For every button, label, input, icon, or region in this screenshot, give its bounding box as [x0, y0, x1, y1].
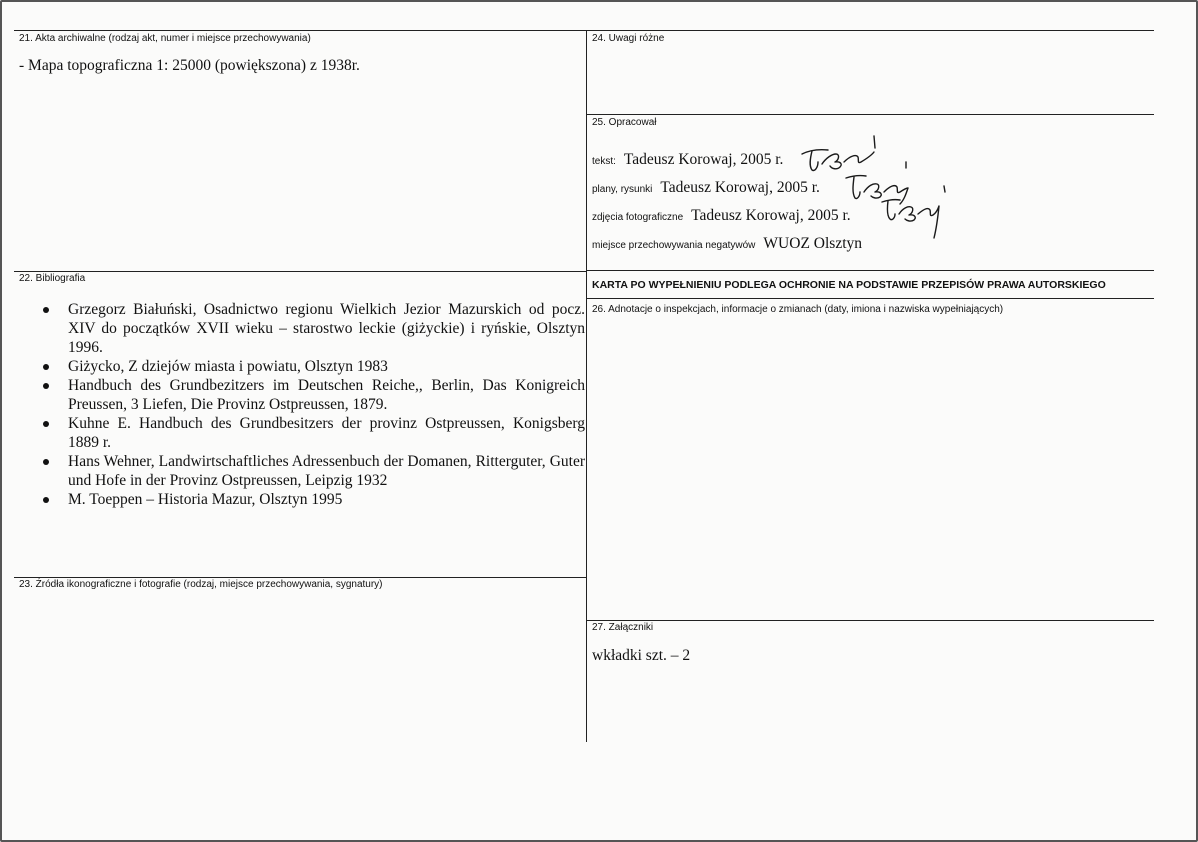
bibliography-item: Kuhne E. Handbuch des Grundbesitzers der provinz Ostpreussen, Konigsberg 1889 r.: [40, 414, 585, 452]
s27-content: wkładki szt. – 2: [592, 647, 691, 664]
bibliography-item: Giżycko, Z dziejów miasta i powiatu, Olsztyn 1983: [40, 357, 585, 376]
s26-label: 26. Adnotacje o inspekcjach, informacje o zmianach (daty, imiona i nazwiska wypełniających): [592, 304, 1004, 315]
bibliography-item: Grzegorz Białuński, Osadnictwo regionu Wielkich Jezior Mazurskich od pocz. XIV do początków XVII wieku – starostwo leckie (giżyckie) i ryńskie, Olsztyn 1996.: [40, 300, 585, 357]
bibliography-item: M. Toeppen – Historia Mazur, Olsztyn 1995: [40, 490, 585, 509]
author-plans-row: [592, 179, 820, 197]
tekst-value: Tadeusz Korowaj, 2005 r.: [623, 151, 784, 168]
divider-s26-top: [586, 298, 1154, 299]
s24-label: 24. Uwagi różne: [592, 33, 665, 44]
bibliography-list: [40, 300, 585, 509]
miejsce-value: WUOZ Olsztyn: [763, 235, 862, 252]
negatives-row: [592, 235, 862, 253]
divider-s27-top: [586, 620, 1154, 621]
author-text-row: [592, 151, 783, 169]
divider-notice-top: [586, 270, 1154, 271]
s21-content: - Mapa topograficzna 1: 25000 (powiększona) z 1938r.: [19, 57, 360, 74]
divider-top-left: [14, 30, 586, 31]
zdjecia-value: Tadeusz Korowaj, 2005 r.: [691, 207, 851, 224]
s23-label: 23. Źródła ikonograficzne i fotografie (rodzaj, miejsce przechowywania, sygnatury): [19, 579, 383, 590]
divider-s25-top: [586, 114, 1154, 115]
s27-label: 27. Załączniki: [592, 622, 654, 633]
signature-3-icon: [876, 192, 956, 244]
bibliography-item: Hans Wehner, Landwirtschaftliches Adressenbuch der Domanen, Ritterguter, Guter und Hofe in der Provinz Ostpreussen, Leipzig 1932: [40, 452, 585, 490]
s25-label: 25. Opracował: [592, 117, 657, 128]
plany-label: plany, rysunki: [592, 184, 653, 195]
tekst-label: tekst:: [592, 156, 616, 167]
copyright-notice: KARTA PO WYPEŁNIENIU PODLEGA OCHRONIE NA PODSTAWIE PRZEPISÓW PRAWA AUTORSKIEGO: [592, 279, 1106, 291]
zdjecia-label: zdjęcia fotograficzne: [592, 212, 684, 223]
divider-top-right: [586, 30, 1154, 31]
divider-s23-top: [14, 577, 586, 578]
author-photos-row: [592, 207, 851, 225]
column-divider: [586, 30, 587, 742]
bibliography-item: Handbuch des Grundbezitzers im Deutschen Reiche,, Berlin, Das Konigreich Preussen, 3 Liefen, Die Provinz Ostpreussen, 1879.: [40, 376, 585, 414]
divider-s22-top: [14, 271, 586, 272]
plany-value: Tadeusz Korowaj, 2005 r.: [660, 179, 820, 196]
s22-label: 22. Bibliografia: [19, 273, 86, 284]
s21-label: 21. Akta archiwalne (rodzaj akt, numer i miejsce przechowywania): [19, 33, 311, 44]
miejsce-label: miejsce przechowywania negatywów: [592, 240, 756, 251]
